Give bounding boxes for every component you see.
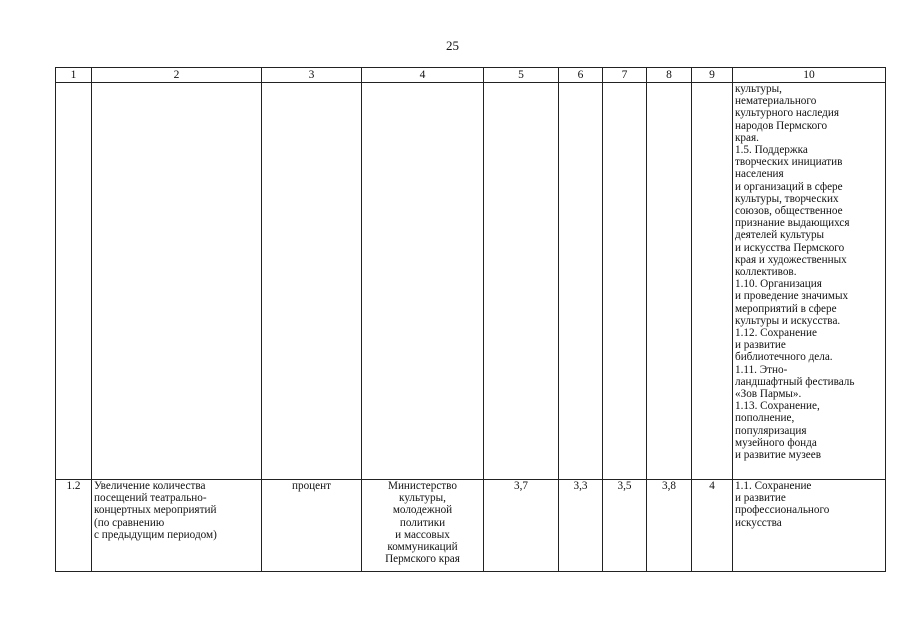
activity-line: 1.10. Организация xyxy=(735,278,822,291)
activity-line: 1.5. Поддержка xyxy=(735,144,808,157)
cell-number: 1.2 xyxy=(56,480,92,572)
activity-line: и развитие xyxy=(735,339,786,352)
activity-line: 1.11. Этно- xyxy=(735,363,788,376)
activity-line: и организаций в сфере xyxy=(735,180,843,193)
cell-value-6 xyxy=(559,83,603,480)
indicator-line: посещений театрально- xyxy=(94,492,207,505)
activity-line: и проведение значимых xyxy=(735,290,849,303)
activity-line: культуры, xyxy=(735,83,782,95)
col-header-1: 1 xyxy=(56,68,92,83)
activity-line: и искусства Пермского xyxy=(735,241,845,254)
responsible-line: культуры, xyxy=(399,492,446,505)
responsible-line: коммуникаций xyxy=(387,541,458,554)
cell-value-8: 3,8 xyxy=(647,480,692,572)
activity-line: и развитие xyxy=(735,492,786,505)
activity-line: пополнение, xyxy=(735,412,795,425)
col-header-9: 9 xyxy=(692,68,733,83)
col-header-5: 5 xyxy=(484,68,559,83)
col-header-2: 2 xyxy=(92,68,262,83)
cell-activities xyxy=(733,480,886,572)
responsible-line: Пермского края xyxy=(385,553,460,566)
cell-value-7: 3,5 xyxy=(603,480,647,572)
cell-number xyxy=(56,83,92,480)
page-number: 25 xyxy=(446,38,459,53)
activity-line: союзов, общественное xyxy=(735,205,843,218)
col-header-3: 3 xyxy=(262,68,362,83)
cell-activities xyxy=(733,83,886,480)
indicator-line: концертных мероприятий xyxy=(94,504,217,517)
cell-value-9: 4 xyxy=(692,480,733,572)
activity-line: мероприятий в сфере xyxy=(735,302,837,315)
indicator-line: Увеличение количества xyxy=(94,480,206,492)
cell-value-8 xyxy=(647,83,692,480)
indicator-line: с предыдущим периодом) xyxy=(94,528,217,541)
activity-line: и развитие музеев xyxy=(735,449,821,462)
cell-value-7 xyxy=(603,83,647,480)
cell-value-5 xyxy=(484,83,559,480)
col-header-10: 10 xyxy=(733,68,886,83)
table-row-continuation xyxy=(56,83,886,480)
col-header-7: 7 xyxy=(603,68,647,83)
cell-responsible xyxy=(362,83,484,480)
responsible-line: и массовых xyxy=(395,528,450,541)
activity-line: культуры и искусства. xyxy=(735,314,841,327)
col-header-6: 6 xyxy=(559,68,603,83)
responsible-line: молодежной xyxy=(392,504,453,517)
cell-value-9 xyxy=(692,83,733,480)
table-row-1-2 xyxy=(56,480,886,572)
activity-line: культурного наследия xyxy=(735,107,839,120)
activity-line: края и художественных xyxy=(735,253,847,266)
activity-line: профессионального xyxy=(735,504,830,517)
activity-line: 1.1. Сохранение xyxy=(735,480,812,492)
activity-line: 1.12. Сохранение xyxy=(735,327,817,340)
activity-line: библиотечного дела. xyxy=(735,351,833,364)
activity-line: ландшафтный фестиваль xyxy=(735,375,855,388)
activity-line: деятелей культуры xyxy=(735,229,825,242)
cell-value-6: 3,3 xyxy=(559,480,603,572)
activity-line: признание выдающихся xyxy=(735,217,850,230)
cell-value-5: 3,7 xyxy=(484,480,559,572)
activity-line: творческих инициатив xyxy=(735,156,843,169)
activity-line: населения xyxy=(735,168,784,181)
activity-line: искусства xyxy=(735,516,782,529)
cell-responsible xyxy=(362,480,484,572)
activity-line: 1.13. Сохранение, xyxy=(735,400,820,413)
cell-indicator xyxy=(92,480,262,572)
activity-line: культуры, творческих xyxy=(735,192,839,205)
activity-line: коллективов. xyxy=(735,266,797,279)
cell-indicator xyxy=(92,83,262,480)
responsible-line: политики xyxy=(399,516,446,529)
cell-unit: процент xyxy=(262,480,362,572)
col-header-8: 8 xyxy=(647,68,692,83)
activity-line: края. xyxy=(735,131,759,144)
indicator-line: (по сравнению xyxy=(94,516,165,529)
activity-line: «Зов Пармы». xyxy=(735,388,802,401)
col-header-4: 4 xyxy=(362,68,484,83)
responsible-line: Министерство xyxy=(388,480,457,492)
indicators-table xyxy=(55,67,886,572)
header-row xyxy=(56,68,886,83)
activity-line: музейного фонда xyxy=(735,436,817,449)
activity-line: нематериального xyxy=(735,95,817,108)
activity-line: популяризация xyxy=(735,424,807,437)
activity-line: народов Пермского xyxy=(735,119,828,132)
cell-unit xyxy=(262,83,362,480)
